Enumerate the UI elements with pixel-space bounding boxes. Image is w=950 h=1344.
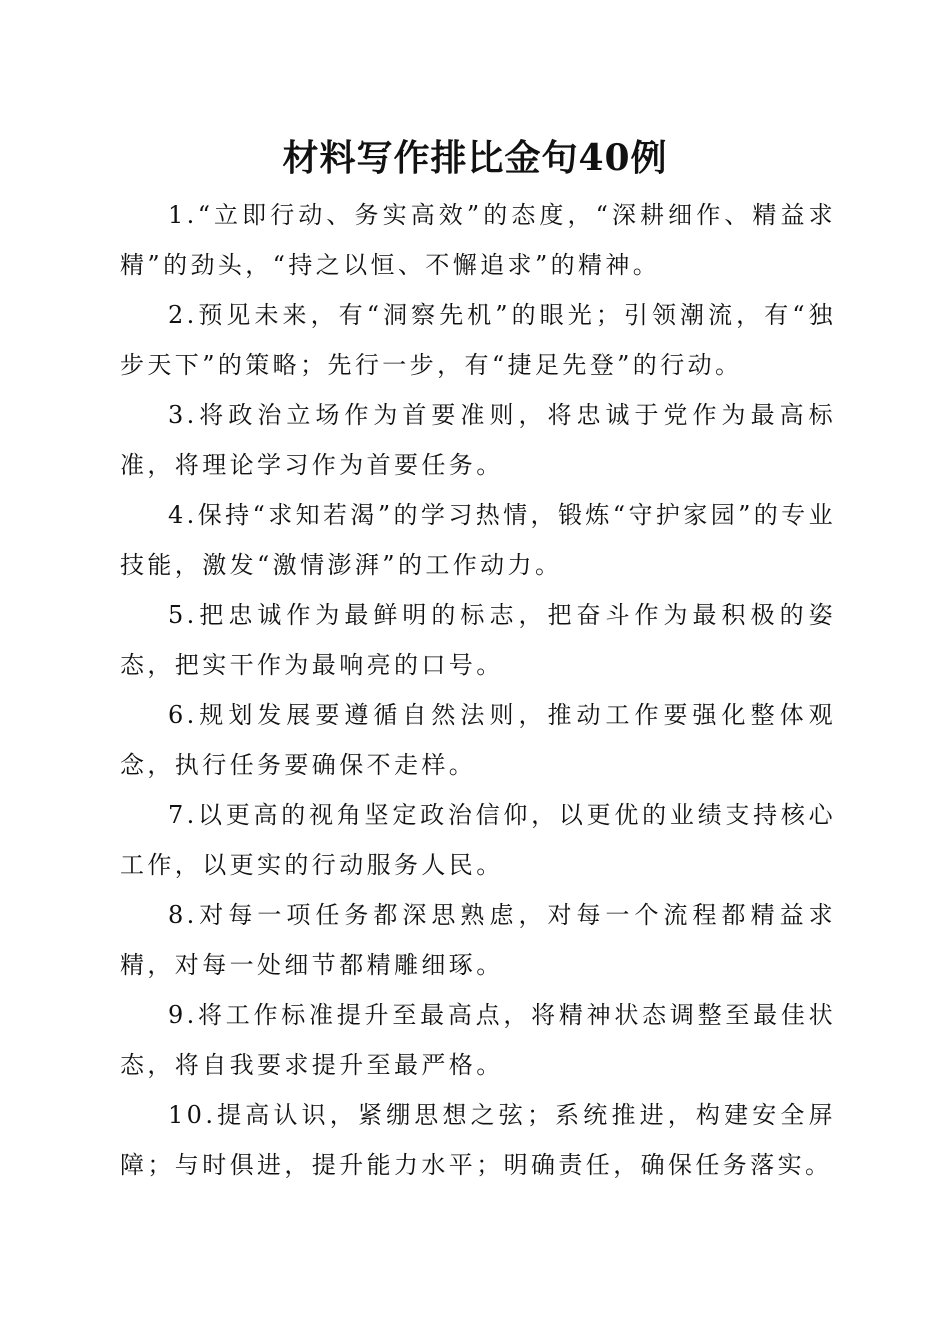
list-item: 2.预见未来，有“洞察先机”的眼光；引领潮流，有“独步天下”的策略；先行一步，有“捷足先登”的行动。 <box>120 301 836 379</box>
list-item: 8.对每一项任务都深思熟虑，对每一个流程都精益求精，对每一处细节都精雕细琢。 <box>120 901 836 979</box>
list-item: 3.将政治立场作为首要准则，将忠诚于党作为最高标准，将理论学习作为首要任务。 <box>120 401 836 479</box>
page-title: 材料写作排比金句40例 <box>282 137 668 179</box>
list-item: 7.以更高的视角坚定政治信仰，以更优的业绩支持核心工作，以更实的行动服务人民。 <box>120 801 836 879</box>
list-item: 9.将工作标准提升至最高点，将精神状态调整至最佳状态，将自我要求提升至最严格。 <box>120 1001 836 1079</box>
sentence-list <box>120 190 836 1190</box>
list-item: 4.保持“求知若渴”的学习热情，锻炼“守护家园”的专业技能，激发“激情澎湃”的工作动力。 <box>120 501 836 579</box>
list-item: 10.提高认识，紧绷思想之弦；系统推进，构建安全屏障；与时俱进，提升能力水平；明确责任，确保任务落实。 <box>120 1101 836 1179</box>
list-item: 5.把忠诚作为最鲜明的标志，把奋斗作为最积极的姿态，把实干作为最响亮的口号。 <box>120 601 836 679</box>
list-item: 1.“立即行动、务实高效”的态度，“深耕细作、精益求精”的劲头，“持之以恒、不懈追求”的精神。 <box>120 201 836 279</box>
list-item: 6.规划发展要遵循自然法则，推动工作要强化整体观念，执行任务要确保不走样。 <box>120 701 836 779</box>
